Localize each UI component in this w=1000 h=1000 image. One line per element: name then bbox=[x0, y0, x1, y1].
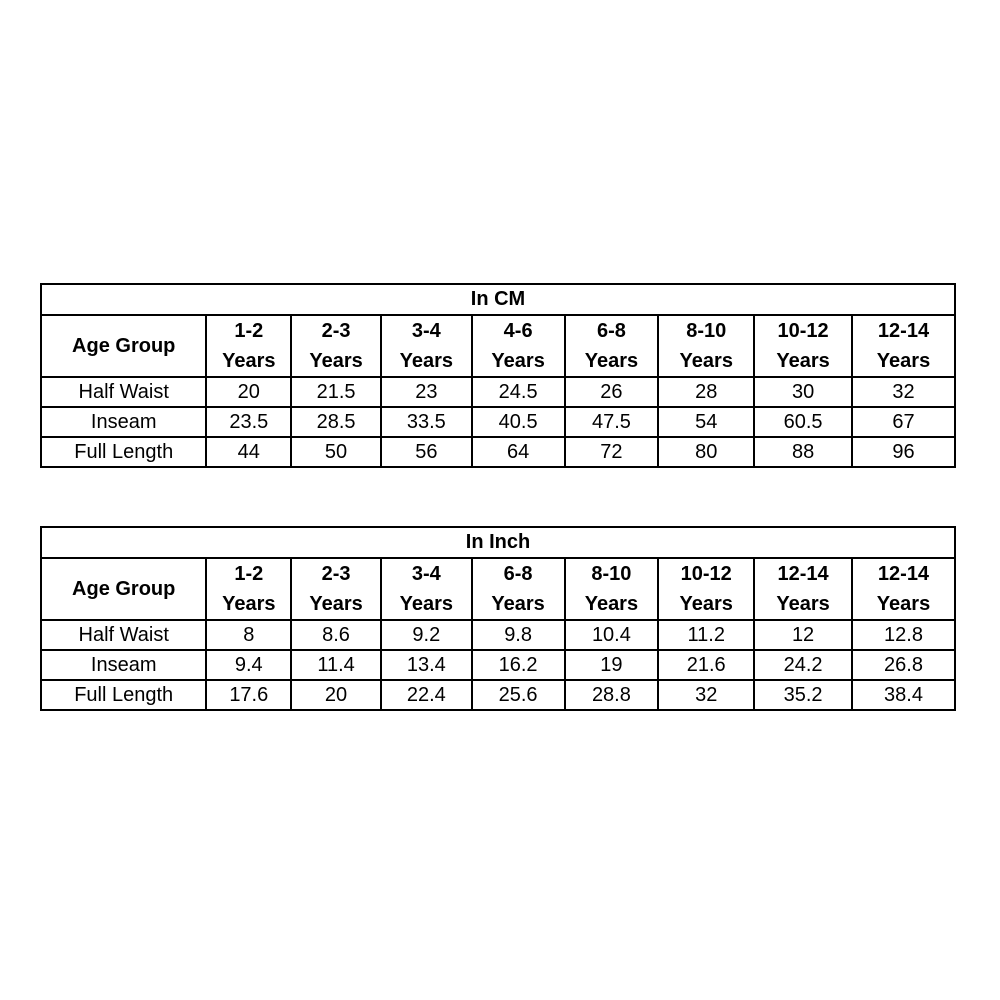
table-cell: 24.5 bbox=[472, 377, 565, 407]
table-cell: 33.5 bbox=[381, 407, 472, 437]
table-cell: 21.5 bbox=[291, 377, 381, 407]
age-column-header: 12-14 Years bbox=[852, 558, 955, 620]
age-group-header: Age Group bbox=[41, 315, 206, 377]
age-column-header: 8-10 Years bbox=[565, 558, 659, 620]
age-column-header: 2-3 Years bbox=[291, 558, 381, 620]
table-cell: 8 bbox=[206, 620, 291, 650]
age-column-header: 2-3 Years bbox=[291, 315, 381, 377]
table-cell: 28.5 bbox=[291, 407, 381, 437]
table-cell: 80 bbox=[658, 437, 754, 467]
size-table-inch bbox=[40, 526, 956, 711]
table-cell: 50 bbox=[291, 437, 381, 467]
row-label: Inseam bbox=[41, 407, 206, 437]
table-cell: 9.4 bbox=[206, 650, 291, 680]
table-row bbox=[41, 650, 955, 680]
row-label: Inseam bbox=[41, 650, 206, 680]
table-title: In CM bbox=[41, 284, 955, 315]
age-column-header: 6-8 Years bbox=[565, 315, 659, 377]
table-cell: 28.8 bbox=[565, 680, 659, 710]
table-cell: 26 bbox=[565, 377, 659, 407]
age-column-header: 4-6 Years bbox=[472, 315, 565, 377]
table-cell: 25.6 bbox=[472, 680, 565, 710]
table-cell: 96 bbox=[852, 437, 955, 467]
table-cell: 20 bbox=[206, 377, 291, 407]
age-column-header: 1-2 Years bbox=[206, 315, 291, 377]
table-cell: 32 bbox=[852, 377, 955, 407]
table-cell: 8.6 bbox=[291, 620, 381, 650]
table-cell: 9.8 bbox=[472, 620, 565, 650]
table-row bbox=[41, 407, 955, 437]
table-cell: 56 bbox=[381, 437, 472, 467]
table-cell: 10.4 bbox=[565, 620, 659, 650]
row-label: Half Waist bbox=[41, 377, 206, 407]
age-column-header: 8-10 Years bbox=[658, 315, 754, 377]
table-cell: 38.4 bbox=[852, 680, 955, 710]
table-cell: 54 bbox=[658, 407, 754, 437]
table-cell: 12.8 bbox=[852, 620, 955, 650]
table-cell: 47.5 bbox=[565, 407, 659, 437]
row-label: Half Waist bbox=[41, 620, 206, 650]
table-cell: 30 bbox=[754, 377, 852, 407]
age-column-header: 10-12 Years bbox=[658, 558, 754, 620]
table-cell: 22.4 bbox=[381, 680, 472, 710]
table-cell: 26.8 bbox=[852, 650, 955, 680]
table-row bbox=[41, 377, 955, 407]
age-column-header: 12-14 Years bbox=[852, 315, 955, 377]
table-cell: 35.2 bbox=[754, 680, 852, 710]
age-column-header: 12-14 Years bbox=[754, 558, 852, 620]
age-column-header: 3-4 Years bbox=[381, 315, 472, 377]
table-cell: 88 bbox=[754, 437, 852, 467]
table-cell: 16.2 bbox=[472, 650, 565, 680]
table-cell: 60.5 bbox=[754, 407, 852, 437]
table-cell: 11.4 bbox=[291, 650, 381, 680]
table-cell: 17.6 bbox=[206, 680, 291, 710]
size-table-cm bbox=[40, 283, 956, 468]
row-label: Full Length bbox=[41, 437, 206, 467]
table-cell: 20 bbox=[291, 680, 381, 710]
table-cell: 21.6 bbox=[658, 650, 754, 680]
table-cell: 28 bbox=[658, 377, 754, 407]
age-column-header: 6-8 Years bbox=[472, 558, 565, 620]
row-label: Full Length bbox=[41, 680, 206, 710]
table-cell: 64 bbox=[472, 437, 565, 467]
table-cell: 32 bbox=[658, 680, 754, 710]
table-cell: 23 bbox=[381, 377, 472, 407]
table-cell: 12 bbox=[754, 620, 852, 650]
table-cell: 13.4 bbox=[381, 650, 472, 680]
table-title: In Inch bbox=[41, 527, 955, 558]
table-row bbox=[41, 437, 955, 467]
table-cell: 11.2 bbox=[658, 620, 754, 650]
table-row bbox=[41, 680, 955, 710]
table-cell: 44 bbox=[206, 437, 291, 467]
table-cell: 9.2 bbox=[381, 620, 472, 650]
table-cell: 72 bbox=[565, 437, 659, 467]
age-column-header: 10-12 Years bbox=[754, 315, 852, 377]
table-cell: 24.2 bbox=[754, 650, 852, 680]
table-row bbox=[41, 620, 955, 650]
table-cell: 19 bbox=[565, 650, 659, 680]
age-column-header: 3-4 Years bbox=[381, 558, 472, 620]
age-group-header: Age Group bbox=[41, 558, 206, 620]
age-column-header: 1-2 Years bbox=[206, 558, 291, 620]
table-cell: 40.5 bbox=[472, 407, 565, 437]
table-cell: 23.5 bbox=[206, 407, 291, 437]
table-cell: 67 bbox=[852, 407, 955, 437]
